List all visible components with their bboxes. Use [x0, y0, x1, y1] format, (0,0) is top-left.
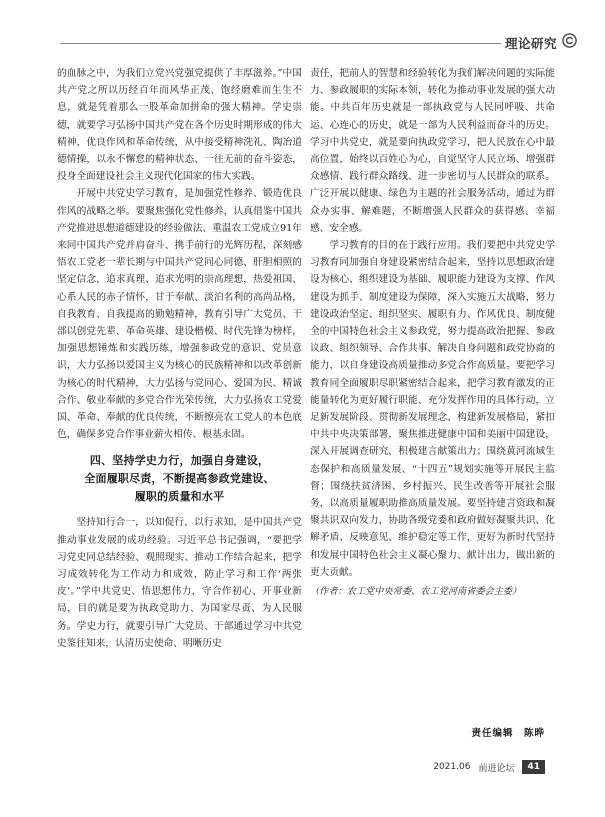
- right-column: [310, 65, 555, 705]
- paragraph: 责任，把前人的智慧和经验转化为我们解决问题的实际能力、参政履职的实际本领，转化为推动事业发展的强大动能。中共百年历史就是一部执政党与人民同呼吸、共命运、心连心的历史，就是一部为人民利益而奋斗的历史。学习中共党史，就是要向执政党学习，把人民放在心中最高位置，始终以百姓心为心，自觉坚守人民立场、增强群众感情、践行群众路线、进一步密切与人民群众的联系。广泛开展以健康、绿色为主题的社会服务活动，通过为群众办实事、解难题，不断增强人民群众的获得感、幸福感、安全感。: [310, 68, 555, 234]
- journal-name: 前进论坛: [478, 763, 515, 774]
- issue-date: 2021.06: [433, 762, 471, 772]
- page-number: 41: [522, 760, 545, 774]
- page-header: [0, 30, 605, 56]
- responsible-editor: 责任编辑 陈晔: [471, 728, 545, 739]
- section-title: 理论研究: [501, 34, 557, 52]
- paragraph: 开展中共党史学习教育，是加强党性修养、锻造优良作风的战略之举。要聚焦强化党性修养，认真借鉴中国共产党推进思想道德建设的经验做法、重温农工党成立91年来同中国共产党并肩奋斗、携手前行的光辉历程，深刻感悟农工党老一辈长期与中国共产党同心同德、肝胆相照的坚定信念，追求真理、追求光明的崇高理想，热爱祖国、心系人民的赤子情怀，甘于奉献、淡泊名利的高尚品格，自我教育、自我提高的勤勉精神，教育引导广大党员、干部以创党先辈、革命英雄、建设楷模、时代先锋为榜样，加强思想锤炼和实践历练，增强参政党的意识、党员意识，大力弘扬以爱国主义为核心的民族精神和以改革创新为核心的时代精神，大力弘扬与党同心、爱国为民、精诚合作、敬业奉献的多党合作光荣传统，大力弘扬农工党爱国、革命、奉献的优良传统，不断擦亮农工党人的本色底色，确保多党合作事业薪火相传、根基永固。: [57, 188, 302, 441]
- section-heading: [57, 452, 302, 506]
- page-footer: [433, 760, 545, 774]
- header-rule: [60, 43, 525, 44]
- paragraph: 坚持知行合一，以知促行，以行求知，是中国共产党推动事业发展的成功经验。习近平总书记强调，“要把学习党史同总结经验、观照现实、推动工作结合起来，把学习成效转化为工作动力和成效，防止学习和工作‘两张皮’。”学中共党史、悟思想伟力，守合作初心、开事业新局，目的就是要为执政党助力、为国家尽责、为人民服务。学史力行，就要引导广大党员、干部通过学习中共党史鉴往知来，认清历史使命、明晰历史: [57, 517, 302, 649]
- circular-emblem-icon: [562, 33, 577, 48]
- author-note: （作者：农工党中央常委、农工党河南省委会主委）: [310, 586, 522, 598]
- paragraph: 的血脉之中，为我们立党兴党强党提供了丰厚滋养。”中国共产党之所以历经百年而风华正茂、饱经磨难而生生不息，就是凭着那么一股革命加拼命的强大精神。学史崇德，就要学习弘扬中国共产党在各个历史时期形成的伟大精神，优良作风和革命传统，从中接受精神洗礼、陶冶道德情操，以永不懈怠的精神状态、一往无前的奋斗姿态，投身全面建设社会主义现代化国家的伟大实践。: [57, 68, 302, 183]
- heading-line: 全面履职尽责，不断提高参政党建设、: [84, 472, 275, 486]
- paragraph: 学习教育的目的在于践行应用。我们要把中共党史学习教育同加强自身建设紧密结合起来，坚持以思想政治建设为核心、组织建设为基础、履职能力建设为支撑、作风建设为抓手、制度建设为保障，深入实施五大战略，努力建设政治坚定、组织坚实、履职有力、作风优良、制度健全的中国特色社会主义参政党，努力提高政治把握、参政议政、组织领导、合作共事、解决自身问题和政党协商的能力，以自身建设高质量推动多党合作高质量。要把学习教育同全面履职尽职紧密结合起来，把学习教育激发的正能量转化为更好履行职能、充分发挥作用的具体行动，立足新发展阶段、贯彻新发展理念、构建新发展格局，紧扣中共中央决策部署，聚焦推进健康中国和美丽中国建设，深入开展调查研究，积极建言献策出力；围绕黄河流域生态保护和高质量发展、“十四五”规划实施等开展民主监督；围绕扶贫济困、乡村振兴、民生改善等开展社会服务，以高质量履职助推高质量发展。要坚持建言资政和凝聚共识双向发力，协助各级党委和政府做好凝聚共识、化解矛盾、反映意见、维护稳定等工作，更好为新时代坚持和发展中国特色社会主义凝心聚力、献计出力，做出新的更大贡献。: [310, 240, 555, 578]
- left-column: [57, 65, 302, 750]
- heading-line: 四、坚持学史力行，加强自身建设，: [89, 454, 270, 468]
- heading-line: 履职的质量和水平: [134, 490, 225, 504]
